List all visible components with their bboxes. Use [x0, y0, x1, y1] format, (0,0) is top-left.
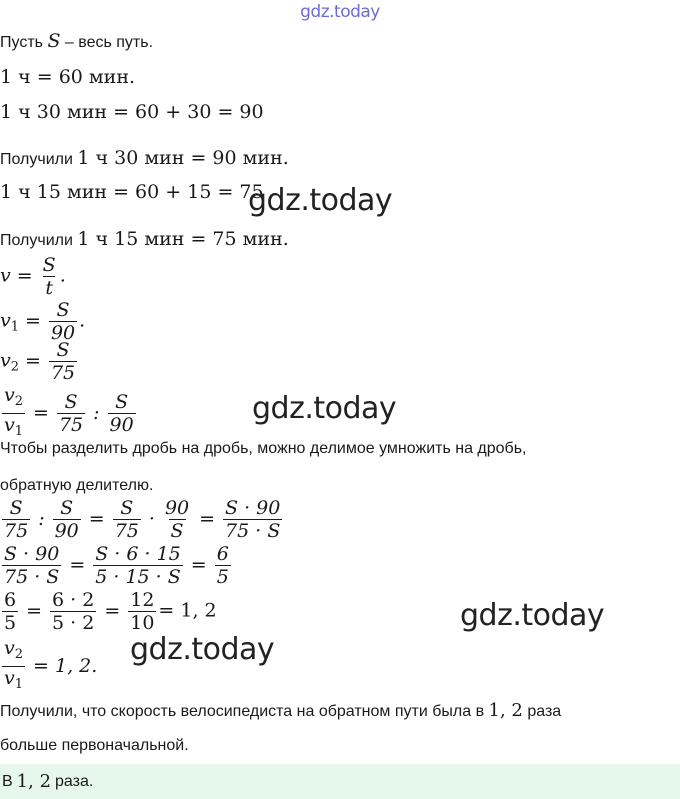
watermark: gdz.today [460, 598, 605, 633]
formula-final [0, 637, 97, 696]
frac-b [53, 497, 81, 542]
sub: 2 [14, 394, 24, 409]
dot: · [148, 507, 155, 530]
v2: v [4, 637, 15, 659]
num: S [115, 391, 129, 413]
formula-step3 [0, 589, 217, 634]
fraction-s-75 [57, 391, 85, 436]
eq: = [69, 553, 86, 576]
num: 6 [216, 543, 229, 565]
eq: = [199, 507, 216, 530]
den: 90 [109, 414, 134, 436]
eq: = [25, 309, 41, 332]
frac-a [2, 497, 30, 542]
num: 90 [164, 497, 190, 519]
frac-b [50, 589, 96, 634]
line-75-min: 1 ч 15 мин = 60 + 15 = 75 [0, 181, 264, 203]
num: S · 90 [4, 543, 60, 565]
formula-ratio [0, 384, 138, 443]
den: 5 · 2 [52, 612, 95, 634]
conclusion-2: больше первоначальной. [0, 737, 189, 754]
math: 1 ч 15 мин = 75 мин. [77, 228, 289, 250]
frac-a [2, 589, 18, 634]
colon: : [38, 507, 45, 530]
text: Получили [0, 151, 78, 168]
result: = 1, 2 [158, 599, 217, 622]
line-hour-minutes: 1 ч = 60 мин. [0, 66, 136, 88]
den: 5 [4, 612, 17, 634]
frac-b [93, 543, 183, 588]
frac-c [215, 543, 231, 588]
v1: v [4, 667, 15, 689]
v2: v [4, 384, 15, 406]
answer-prefix: В [2, 772, 13, 790]
answer-value: 1, 2 [16, 771, 52, 792]
den: 75 [50, 362, 76, 384]
num: 6 [4, 589, 17, 611]
watermark: gdz.today [248, 183, 393, 218]
sub: 2 [10, 359, 20, 375]
text: – весь путь. [60, 34, 154, 51]
den: 10 [130, 612, 155, 634]
formula-v1 [0, 299, 85, 344]
den: 90 [54, 520, 79, 542]
eq: = [104, 599, 121, 622]
num: 12 [130, 589, 155, 611]
eq: = [16, 264, 33, 287]
den: 75 [58, 414, 84, 436]
frac-c [113, 497, 141, 542]
num: S [42, 254, 56, 276]
num: S [64, 391, 78, 413]
den: 75 · S [4, 566, 60, 588]
value: 1, 2 [488, 700, 523, 721]
frac-e [223, 497, 282, 542]
den: 75 [114, 520, 139, 542]
text: Получили, что скорость велосипедиста на обратном пути была в [0, 703, 489, 720]
v1: v [4, 414, 15, 436]
conclusion-1 [0, 700, 561, 721]
line-got-90 [0, 147, 289, 169]
num: S · 6 · 15 [95, 543, 181, 565]
eq: = [25, 349, 41, 372]
line-got-75 [0, 228, 289, 250]
line-90-min: 1 ч 30 мин = 60 + 30 = 90 [0, 101, 264, 123]
den: S [170, 520, 184, 542]
math: 1 ч 30 мин = 90 мин. [77, 147, 289, 169]
den: 75 · S [225, 520, 281, 542]
fraction-s-90 [108, 391, 136, 436]
num: S [56, 339, 70, 361]
sub: 2 [14, 647, 24, 662]
formula-step1 [0, 497, 284, 542]
sub: 1 [10, 319, 20, 335]
num: S [56, 299, 70, 321]
formula-step2 [0, 543, 233, 588]
den: 5 [216, 566, 229, 588]
fraction-v2-v1 [2, 637, 25, 696]
answer-box [0, 764, 680, 799]
frac-d [163, 497, 191, 542]
num: S · 90 [225, 497, 281, 519]
num: S [9, 497, 23, 519]
den: 5 · 15 · S [95, 566, 181, 588]
period: . [79, 309, 86, 332]
fraction-s-t [41, 254, 58, 299]
var-s: S [47, 30, 61, 52]
den: t [45, 277, 53, 299]
var-v: v [0, 264, 11, 287]
colon: : [93, 401, 100, 424]
eq: = [33, 401, 49, 424]
text: Пусть [0, 34, 48, 51]
period: . [59, 264, 66, 287]
watermark: gdz.today [130, 632, 275, 667]
result: = 1, 2. [33, 654, 98, 677]
num: S [60, 497, 74, 519]
fraction-s-90 [49, 299, 77, 344]
frac-a [2, 543, 61, 588]
eq: = [88, 507, 105, 530]
rule-text-1: Чтобы разделить дробь на дробь, можно делимое умножить на дробь, [0, 440, 527, 457]
text: раза [522, 703, 562, 720]
eq: = [190, 553, 207, 576]
watermark: gdz.today [252, 391, 397, 426]
den: 90 [50, 322, 76, 344]
line-define-s [0, 30, 153, 52]
text: Получили [0, 232, 78, 249]
fraction-v2-v1 [2, 384, 25, 443]
var-v2: v [0, 349, 11, 372]
formula-v2 [0, 339, 79, 384]
rule-text-2: обратную делителю. [0, 477, 154, 494]
den: 75 [4, 520, 29, 542]
eq: = [26, 599, 43, 622]
frac-c [128, 589, 156, 634]
var-v1: v [0, 309, 11, 332]
fraction-s-75 [49, 339, 77, 384]
answer-suffix: раза. [55, 772, 94, 790]
sub: 1 [14, 424, 24, 439]
num: S [120, 497, 134, 519]
sub: 1 [14, 677, 24, 692]
watermark-top: gdz.today [300, 2, 380, 22]
num: 6 · 2 [52, 589, 95, 611]
formula-v [0, 254, 66, 299]
